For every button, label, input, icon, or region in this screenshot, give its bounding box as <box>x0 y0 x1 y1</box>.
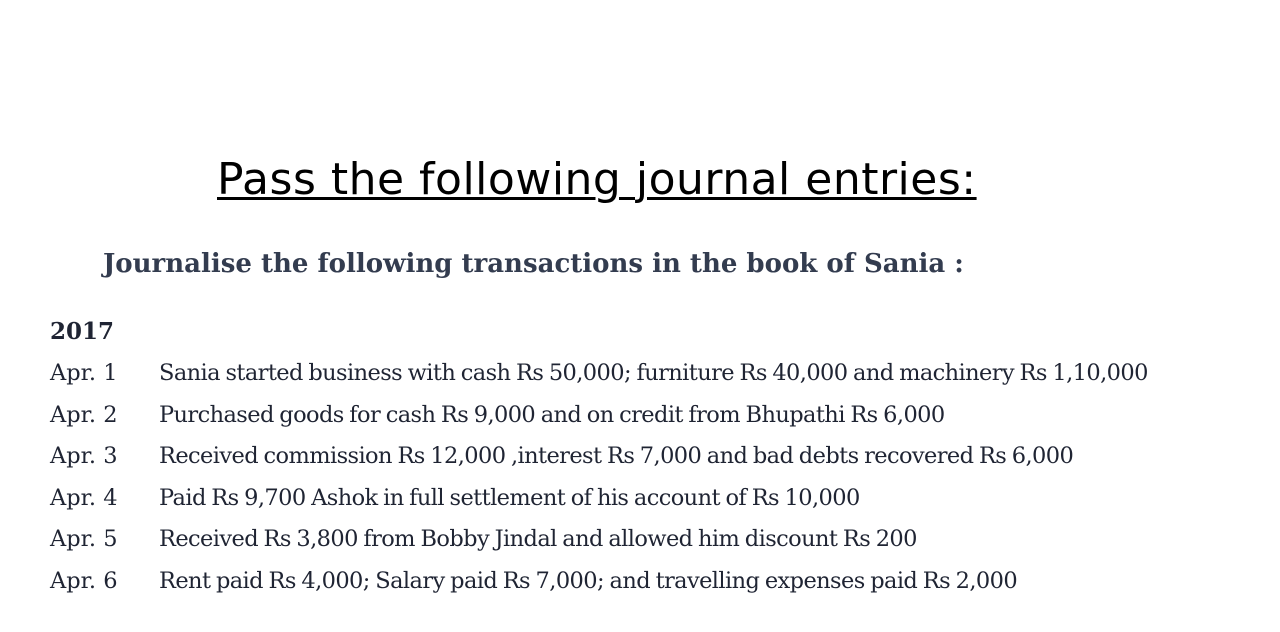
transaction-row <box>50 440 1250 482</box>
transaction-date: Apr. 2 <box>50 401 118 428</box>
transaction-row <box>50 565 1250 607</box>
transaction-description: Received commission Rs 12,000 ,interest Rs 7,000 and bad debts recovered Rs 6,000 <box>159 443 1074 470</box>
transaction-row <box>50 523 1250 565</box>
page-title: Pass the following journal entries: <box>217 154 977 205</box>
transaction-description: Purchased goods for cash Rs 9,000 and on credit from Bhupathi Rs 6,000 <box>159 401 945 428</box>
transaction-date: Apr. 4 <box>50 484 118 511</box>
transaction-date: Apr. 3 <box>50 443 118 470</box>
transaction-row <box>50 357 1250 399</box>
transaction-row <box>50 482 1250 524</box>
question-heading: Journalise the following transactions in the book of Sania : <box>103 249 964 279</box>
transaction-row <box>50 399 1250 441</box>
transaction-date: Apr. 6 <box>50 567 118 594</box>
transaction-description: Received Rs 3,800 from Bobby Jindal and allowed him discount Rs 200 <box>159 526 917 553</box>
transaction-date: Apr. 5 <box>50 526 118 553</box>
year-label: 2017 <box>50 318 115 345</box>
transaction-description: Paid Rs 9,700 Ashok in full settlement of his account of Rs 10,000 <box>159 484 860 511</box>
transaction-description: Sania started business with cash Rs 50,000; furniture Rs 40,000 and machinery Rs 1,10,000 <box>159 360 1148 386</box>
transaction-date: Apr. 1 <box>50 360 118 386</box>
transaction-list <box>50 357 1250 607</box>
transaction-description: Rent paid Rs 4,000; Salary paid Rs 7,000; and travelling expenses paid Rs 2,000 <box>159 567 1018 594</box>
